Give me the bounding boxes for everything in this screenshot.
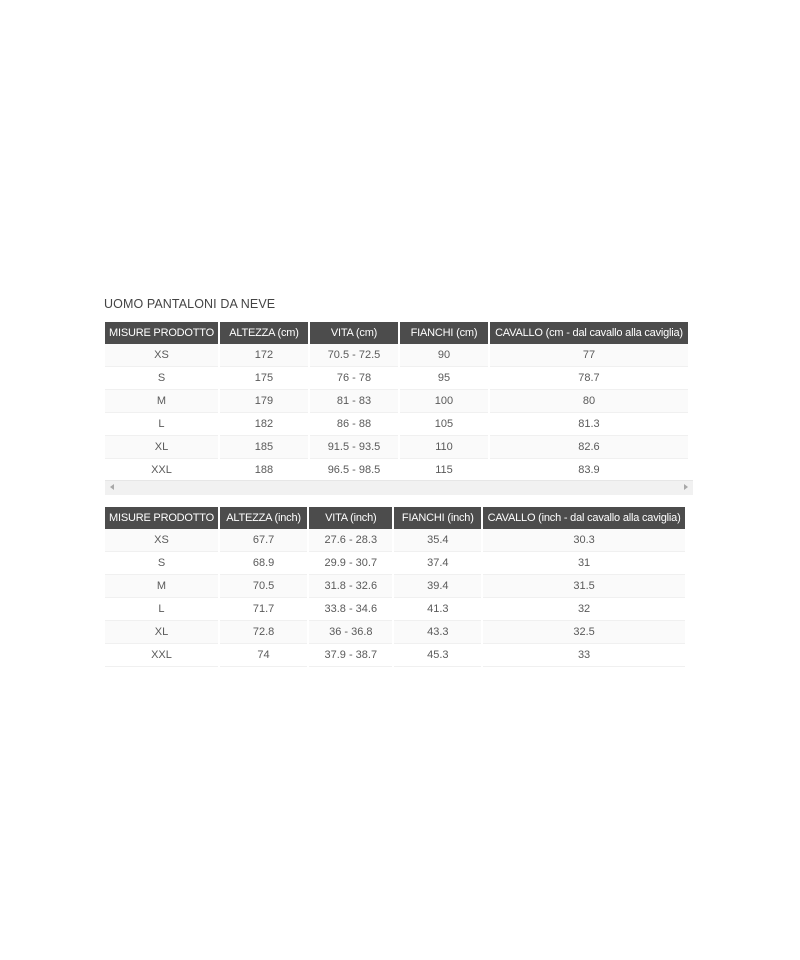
table-row — [105, 436, 688, 459]
table-cell: 91.5 - 93.5 — [310, 436, 398, 459]
table-cell: 37.4 — [394, 552, 481, 575]
table-row — [105, 644, 685, 667]
table-row — [105, 367, 688, 390]
table-cell: 68.9 — [220, 552, 307, 575]
table-cell: 37.9 - 38.7 — [309, 644, 392, 667]
table-cell: 115 — [400, 459, 488, 482]
table-row — [105, 598, 685, 621]
table-cell: 95 — [400, 367, 488, 390]
table-cell: XS — [105, 529, 218, 552]
table-cell: 86 - 88 — [310, 413, 398, 436]
table-cell: M — [105, 575, 218, 598]
table-cell: 71.7 — [220, 598, 307, 621]
table-row — [105, 390, 688, 413]
table-cell: 31.5 — [483, 575, 685, 598]
table-cell: 81 - 83 — [310, 390, 398, 413]
horizontal-scrollbar[interactable] — [105, 480, 693, 495]
table-row — [105, 344, 688, 367]
table-cell: 96.5 - 98.5 — [310, 459, 398, 482]
table-cell: 35.4 — [394, 529, 481, 552]
table-cell: M — [105, 390, 218, 413]
table-cell: 78.7 — [490, 367, 688, 390]
scroll-right-arrow-icon[interactable] — [684, 484, 688, 490]
header-cell-waist: VITA (cm) — [310, 322, 398, 344]
table-row — [105, 621, 685, 644]
table-cell: 72.8 — [220, 621, 307, 644]
table-cell: 175 — [220, 367, 308, 390]
table-cell: 80 — [490, 390, 688, 413]
table-cell: 74 — [220, 644, 307, 667]
table-cell: 81.3 — [490, 413, 688, 436]
table-cell: 41.3 — [394, 598, 481, 621]
size-table-inch — [103, 507, 687, 667]
header-cell-hips: FIANCHI (cm) — [400, 322, 488, 344]
size-table-inch-container — [105, 507, 687, 667]
table-cell: XL — [105, 436, 218, 459]
table-cell: XL — [105, 621, 218, 644]
table-cell: L — [105, 598, 218, 621]
table-cell: 27.6 - 28.3 — [309, 529, 392, 552]
table-cell: XXL — [105, 644, 218, 667]
table-cell: S — [105, 552, 218, 575]
table-cell: 67.7 — [220, 529, 307, 552]
table-cell: S — [105, 367, 218, 390]
table-cell: 29.9 - 30.7 — [309, 552, 392, 575]
table-cell: 182 — [220, 413, 308, 436]
header-cell-waist: VITA (inch) — [309, 507, 392, 529]
table-cell: 39.4 — [394, 575, 481, 598]
table-cell: 43.3 — [394, 621, 481, 644]
table-cell: XXL — [105, 459, 218, 482]
table-cell: 188 — [220, 459, 308, 482]
table-cell: 33 — [483, 644, 685, 667]
table-row — [105, 552, 685, 575]
header-cell-hips: FIANCHI (inch) — [394, 507, 481, 529]
table-cell: 82.6 — [490, 436, 688, 459]
size-table-cm-container — [105, 322, 693, 482]
table-cell: XS — [105, 344, 218, 367]
table-cell: 31 — [483, 552, 685, 575]
table-cell: 70.5 — [220, 575, 307, 598]
table-cell: 105 — [400, 413, 488, 436]
table-header-row — [105, 507, 685, 529]
table-cell: 83.9 — [490, 459, 688, 482]
header-cell-size: MISURE PRODOTTO — [105, 322, 218, 344]
table-cell: 70.5 - 72.5 — [310, 344, 398, 367]
table-cell: 32.5 — [483, 621, 685, 644]
table-row — [105, 529, 685, 552]
table-row — [105, 413, 688, 436]
page-title: UOMO PANTALONI DA NEVE — [104, 297, 276, 311]
table-cell: 36 - 36.8 — [309, 621, 392, 644]
size-table-cm — [103, 322, 690, 482]
table-header-row — [105, 322, 688, 344]
header-cell-size: MISURE PRODOTTO — [105, 507, 218, 529]
scroll-left-arrow-icon[interactable] — [110, 484, 114, 490]
table-cell: 45.3 — [394, 644, 481, 667]
table-cell: 30.3 — [483, 529, 685, 552]
table-row — [105, 459, 688, 482]
table-cell: 77 — [490, 344, 688, 367]
table-row — [105, 575, 685, 598]
header-cell-inseam: CAVALLO (inch - dal cavallo alla caviglia) — [483, 507, 685, 529]
header-cell-height: ALTEZZA (cm) — [220, 322, 308, 344]
table-cell: 185 — [220, 436, 308, 459]
header-cell-inseam: CAVALLO (cm - dal cavallo alla caviglia) — [490, 322, 688, 344]
header-cell-height: ALTEZZA (inch) — [220, 507, 307, 529]
table-cell: 179 — [220, 390, 308, 413]
table-cell: 76 - 78 — [310, 367, 398, 390]
table-cell: 110 — [400, 436, 488, 459]
table-cell: 100 — [400, 390, 488, 413]
table-cell: 32 — [483, 598, 685, 621]
table-cell: L — [105, 413, 218, 436]
table-cell: 33.8 - 34.6 — [309, 598, 392, 621]
table-cell: 31.8 - 32.6 — [309, 575, 392, 598]
table-cell: 172 — [220, 344, 308, 367]
table-cell: 90 — [400, 344, 488, 367]
